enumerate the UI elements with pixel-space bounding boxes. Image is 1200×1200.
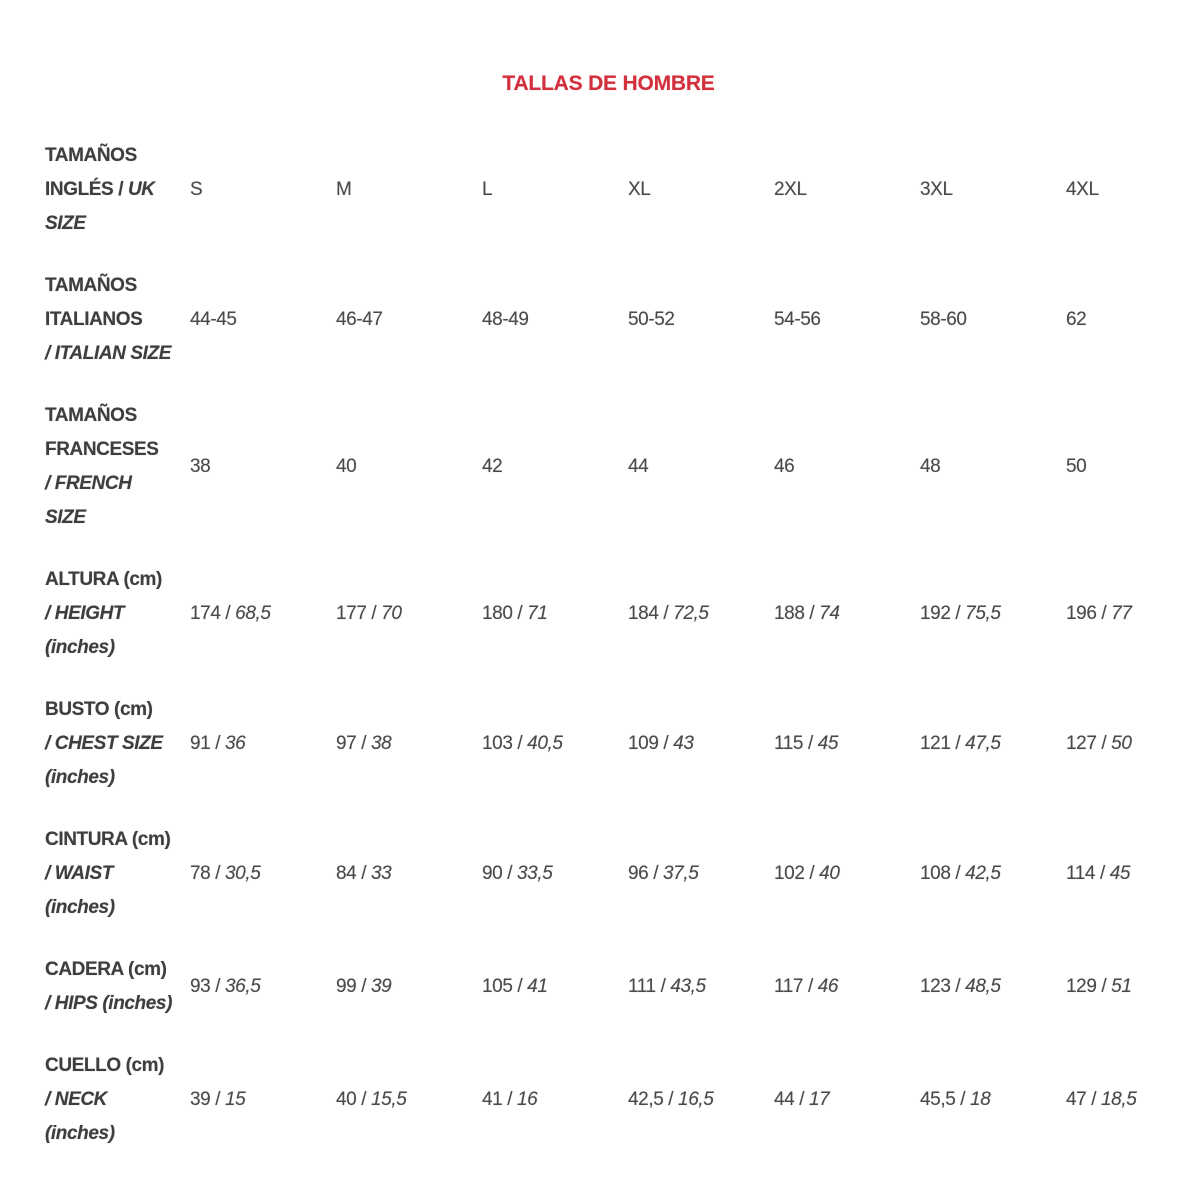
row-label-segment: TAMAÑOS <box>45 145 137 166</box>
table-row-neck <box>45 1049 1172 1151</box>
value-cm: 123 <box>920 976 951 997</box>
row-label-line <box>45 953 190 987</box>
row-label-waist <box>45 823 190 925</box>
table-cell <box>1066 179 1172 201</box>
value-inches: 36 <box>224 733 246 754</box>
value-inches: 42,5 <box>965 863 1001 884</box>
table-cell <box>336 456 482 478</box>
row-label-segment: / ITALIAN SIZE <box>45 343 171 364</box>
value-inches: 77 <box>1111 603 1132 624</box>
value-cm: 48-49 <box>482 309 529 330</box>
value-cm: 127 <box>1066 733 1097 754</box>
table-row-waist <box>45 823 1172 925</box>
value-cm: 46 <box>774 456 795 477</box>
value-separator: / <box>356 1089 371 1110</box>
table-cell <box>190 733 336 755</box>
table-cell <box>774 1089 920 1111</box>
row-label-line <box>45 857 190 891</box>
table-cell <box>920 309 1066 331</box>
table-cell <box>628 1089 774 1111</box>
value-cm: 62 <box>1066 309 1087 330</box>
table-cell <box>482 179 628 201</box>
value-separator: / <box>366 603 382 624</box>
table-cell <box>336 309 482 331</box>
table-cell <box>336 179 482 201</box>
value-separator: / <box>356 976 371 997</box>
table-cell <box>336 1089 482 1111</box>
table-cell <box>774 976 920 998</box>
value-inches: 37,5 <box>662 863 699 884</box>
table-cell <box>482 863 628 885</box>
row-label-segment: / WAIST <box>45 863 113 884</box>
table-row-chest <box>45 693 1172 795</box>
value-cm: 111 <box>628 976 656 997</box>
value-inches: 43 <box>673 733 694 754</box>
row-label-segment: / HIPS (inches) <box>45 993 173 1014</box>
value-inches: 45 <box>1109 863 1131 884</box>
table-cell <box>1066 863 1172 885</box>
value-inches: 36,5 <box>224 976 261 997</box>
value-cm: 109 <box>628 733 659 754</box>
value-separator: / <box>955 1089 971 1110</box>
row-label-segment: CINTURA (cm) <box>45 829 171 850</box>
value-cm: 108 <box>920 863 951 884</box>
table-cell <box>920 179 1066 201</box>
value-separator: / <box>658 603 674 624</box>
value-separator: / <box>950 976 966 997</box>
row-label-segment: (inches) <box>45 637 115 658</box>
value-cm: 54-56 <box>774 309 821 330</box>
value-inches: 30,5 <box>224 863 261 884</box>
value-cm: S <box>190 179 203 200</box>
value-separator: / <box>210 976 225 997</box>
row-label-line <box>45 1049 190 1083</box>
value-inches: 40 <box>819 863 840 884</box>
table-cell <box>190 603 336 625</box>
table-cell <box>482 733 628 755</box>
row-label-line <box>45 467 190 501</box>
table-cell <box>336 603 482 625</box>
row-label-height <box>45 563 190 665</box>
table-cell <box>190 179 336 201</box>
table-cell <box>482 603 628 625</box>
table-cell <box>920 976 1066 998</box>
value-cm: L <box>482 179 493 200</box>
value-separator: / <box>220 603 236 624</box>
value-cm: 84 <box>336 863 357 884</box>
row-label-segment: / CHEST SIZE <box>45 733 163 754</box>
value-separator: / <box>950 733 966 754</box>
value-cm: 114 <box>1066 863 1096 884</box>
value-cm: 42,5 <box>628 1089 664 1110</box>
value-separator: / <box>804 863 820 884</box>
value-inches: 45 <box>817 733 839 754</box>
table-cell <box>628 863 774 885</box>
value-cm: 58-60 <box>920 309 967 330</box>
row-label-segment: UK <box>127 179 155 200</box>
value-separator: / <box>1095 863 1110 884</box>
value-cm: 103 <box>482 733 513 754</box>
value-separator: / <box>1086 1089 1101 1110</box>
value-separator: / <box>210 863 225 884</box>
table-cell <box>482 309 628 331</box>
row-label-line <box>45 823 190 857</box>
value-inches: 51 <box>1111 976 1132 997</box>
row-label-line <box>45 563 190 597</box>
table-cell <box>190 976 336 998</box>
value-separator: / <box>803 976 818 997</box>
value-cm: 91 <box>190 733 211 754</box>
value-cm: 38 <box>190 456 211 477</box>
value-inches: 18,5 <box>1100 1089 1137 1110</box>
table-cell <box>920 733 1066 755</box>
row-label-line <box>45 987 190 1021</box>
row-label-segment: TAMAÑOS <box>45 275 137 296</box>
table-cell <box>920 456 1066 478</box>
value-cm: 177 <box>336 603 367 624</box>
table-row-uk-size <box>45 139 1172 241</box>
value-separator: / <box>950 603 966 624</box>
row-label-segment: / NECK <box>45 1089 107 1110</box>
value-cm: 78 <box>190 863 211 884</box>
value-separator: / <box>210 733 225 754</box>
value-cm: 41 <box>482 1089 503 1110</box>
value-inches: 75,5 <box>965 603 1001 624</box>
value-cm: 44 <box>774 1089 795 1110</box>
value-inches: 15 <box>224 1089 246 1110</box>
value-cm: 180 <box>482 603 513 624</box>
row-label-line <box>45 173 190 207</box>
row-label-segment: / FRENCH <box>45 473 132 494</box>
row-label-line <box>45 727 190 761</box>
row-label-segment: SIZE <box>45 507 86 528</box>
row-label-line <box>45 1083 190 1117</box>
row-label-line <box>45 597 190 631</box>
value-separator: / <box>1096 733 1112 754</box>
value-inches: 33,5 <box>516 863 553 884</box>
value-inches: 47,5 <box>965 733 1001 754</box>
table-cell <box>774 603 920 625</box>
value-cm: 48 <box>920 456 941 477</box>
table-cell <box>920 1089 1066 1111</box>
table-cell <box>1066 603 1172 625</box>
table-row-french-size <box>45 399 1172 535</box>
value-cm: 44-45 <box>190 309 237 330</box>
value-cm: 3XL <box>920 179 953 200</box>
row-label-line <box>45 761 190 795</box>
value-separator: / <box>950 863 966 884</box>
table-cell <box>774 456 920 478</box>
row-label-segment: ITALIANOS <box>45 309 143 330</box>
value-inches: 16,5 <box>678 1089 714 1110</box>
value-inches: 74 <box>819 603 840 624</box>
table-cell <box>336 863 482 885</box>
value-cm: XL <box>628 179 651 200</box>
table-cell <box>920 603 1066 625</box>
value-separator: / <box>502 1089 517 1110</box>
table-cell <box>1066 456 1172 478</box>
table-cell <box>190 863 336 885</box>
table-cell <box>774 309 920 331</box>
table-cell <box>628 603 774 625</box>
value-separator: / <box>512 603 528 624</box>
value-cm: 40 <box>336 1089 357 1110</box>
value-inches: 68,5 <box>235 603 271 624</box>
value-inches: 33 <box>370 863 392 884</box>
value-inches: 18 <box>970 1089 991 1110</box>
value-cm: 129 <box>1066 976 1097 997</box>
value-cm: 45,5 <box>920 1089 956 1110</box>
value-inches: 16 <box>516 1089 538 1110</box>
value-separator: / <box>210 1089 225 1110</box>
value-cm: 121 <box>920 733 951 754</box>
value-separator: / <box>804 603 820 624</box>
value-cm: M <box>336 179 352 200</box>
row-label-segment: BUSTO (cm) <box>45 699 153 720</box>
value-cm: 196 <box>1066 603 1097 624</box>
table-cell <box>628 456 774 478</box>
value-cm: 2XL <box>774 179 807 200</box>
value-cm: 184 <box>628 603 659 624</box>
value-inches: 40,5 <box>527 733 563 754</box>
value-separator: / <box>1096 976 1112 997</box>
value-cm: 4XL <box>1066 179 1099 200</box>
value-cm: 115 <box>774 733 804 754</box>
table-cell <box>628 309 774 331</box>
row-label-line <box>45 303 190 337</box>
value-cm: 174 <box>190 603 221 624</box>
row-label-line <box>45 433 190 467</box>
value-inches: 15,5 <box>370 1089 407 1110</box>
value-separator: / <box>658 733 674 754</box>
row-label-segment: TAMAÑOS <box>45 405 137 426</box>
value-cm: 39 <box>190 1089 211 1110</box>
value-separator: / <box>794 1089 809 1110</box>
value-cm: 192 <box>920 603 951 624</box>
table-cell <box>920 863 1066 885</box>
value-inches: 71 <box>527 603 548 624</box>
page-title: TALLAS DE HOMBRE <box>502 72 715 95</box>
table-cell <box>628 179 774 201</box>
row-label-segment: ALTURA (cm) <box>45 569 162 590</box>
row-label-line <box>45 139 190 173</box>
value-cm: 42 <box>482 456 503 477</box>
row-label-line <box>45 207 190 241</box>
row-label-segment: CUELLO (cm) <box>45 1055 165 1076</box>
table-cell <box>482 1089 628 1111</box>
value-cm: 93 <box>190 976 211 997</box>
value-cm: 188 <box>774 603 805 624</box>
table-cell <box>336 733 482 755</box>
table-cell <box>774 179 920 201</box>
row-label-line <box>45 693 190 727</box>
row-label-italian-size <box>45 269 190 371</box>
table-row-hips <box>45 953 1172 1021</box>
row-label-french-size <box>45 399 190 535</box>
table-cell <box>190 309 336 331</box>
value-cm: 97 <box>336 733 357 754</box>
table-cell <box>1066 976 1172 998</box>
value-inches: 43,5 <box>670 976 706 997</box>
value-inches: 41 <box>527 976 548 997</box>
value-separator: / <box>512 976 528 997</box>
row-label-line <box>45 501 190 535</box>
value-cm: 102 <box>774 863 805 884</box>
table-cell <box>190 1089 336 1111</box>
value-cm: 99 <box>336 976 357 997</box>
value-cm: 44 <box>628 456 649 477</box>
value-cm: 96 <box>628 863 649 884</box>
row-label-segment: SIZE <box>45 213 86 234</box>
value-inches: 17 <box>808 1089 830 1110</box>
row-label-line <box>45 399 190 433</box>
row-label-segment: (inches) <box>45 1123 115 1144</box>
value-cm: 105 <box>482 976 513 997</box>
size-table <box>45 139 1172 1151</box>
table-cell <box>1066 309 1172 331</box>
value-separator: / <box>356 863 371 884</box>
value-inches: 46 <box>817 976 839 997</box>
row-label-segment: CADERA (cm) <box>45 959 167 980</box>
table-cell <box>1066 733 1172 755</box>
value-inches: 48,5 <box>965 976 1001 997</box>
value-inches: 39 <box>370 976 392 997</box>
value-separator: / <box>502 863 517 884</box>
value-separator: / <box>512 733 528 754</box>
value-inches: 70 <box>381 603 402 624</box>
table-cell <box>774 863 920 885</box>
value-separator: / <box>803 733 818 754</box>
value-cm: 117 <box>774 976 804 997</box>
row-label-neck <box>45 1049 190 1151</box>
row-label-line <box>45 631 190 665</box>
row-label-uk-size <box>45 139 190 241</box>
table-cell <box>336 976 482 998</box>
row-label-segment: INGLÉS / <box>45 179 128 200</box>
table-row-height <box>45 563 1172 665</box>
row-label-segment: FRANCESES <box>45 439 159 460</box>
value-separator: / <box>1096 603 1112 624</box>
value-cm: 50 <box>1066 456 1087 477</box>
table-cell <box>628 733 774 755</box>
row-label-segment: (inches) <box>45 767 115 788</box>
row-label-line <box>45 337 190 371</box>
value-separator: / <box>648 863 663 884</box>
row-label-line <box>45 269 190 303</box>
table-cell <box>482 456 628 478</box>
value-cm: 90 <box>482 863 503 884</box>
value-inches: 50 <box>1111 733 1132 754</box>
value-cm: 46-47 <box>336 309 383 330</box>
value-separator: / <box>356 733 371 754</box>
value-inches: 72,5 <box>673 603 709 624</box>
table-cell <box>482 976 628 998</box>
value-inches: 38 <box>370 733 392 754</box>
table-row-italian-size <box>45 269 1172 371</box>
value-separator: / <box>655 976 671 997</box>
value-separator: / <box>663 1089 679 1110</box>
row-label-chest <box>45 693 190 795</box>
value-cm: 50-52 <box>628 309 675 330</box>
row-label-segment: (inches) <box>45 897 115 918</box>
table-cell <box>774 733 920 755</box>
row-label-segment: / HEIGHT <box>45 603 125 624</box>
row-label-line <box>45 891 190 925</box>
table-cell <box>628 976 774 998</box>
row-label-hips <box>45 953 190 1021</box>
value-cm: 40 <box>336 456 357 477</box>
table-cell <box>190 456 336 478</box>
value-cm: 47 <box>1066 1089 1087 1110</box>
table-cell <box>1066 1089 1172 1111</box>
row-label-line <box>45 1117 190 1151</box>
